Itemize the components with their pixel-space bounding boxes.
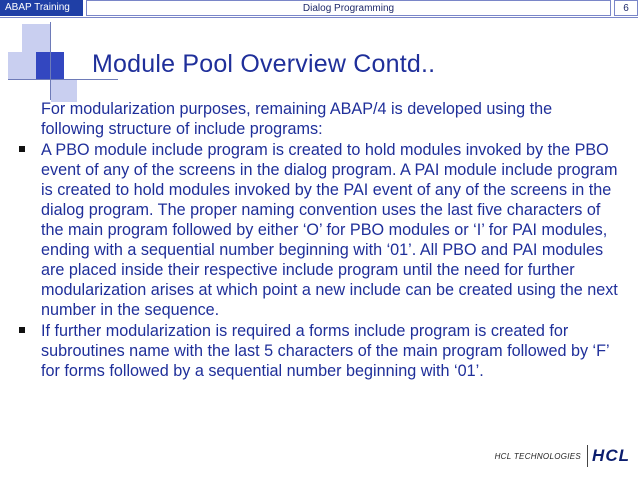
deco-square-light-left [8,52,36,80]
logo-separator [587,445,588,467]
deco-vertical-line [50,22,51,100]
footer-logo [495,446,630,466]
slide-title: Module Pool Overview Contd.. [92,50,436,78]
deco-horizontal-line [8,79,118,80]
course-label: ABAP Training [0,0,83,16]
bullet-square-icon [19,327,25,333]
list-item [19,321,619,381]
header-divider [0,17,638,18]
slide-body [19,99,619,381]
page-number: 6 [614,0,638,16]
company-text: HCL TECHNOLOGIES [494,451,582,461]
bullet-text: A PBO module include program is created to hold modules invoked by the PBO event of any of the screens in the dialog program. A PAI module include program is created to hold modules invoked by the PAI event of any of the screens in the dialog program. The proper naming convention uses the last five characters of the main program followed by either ‘O’ for PBO modules or ‘I’ for PAI modules, ending with a sequential number beginning with ‘01’. All PBO and PAI modules are placed inside their respective include program until the need for further modularization arises at which point a new include can be created using the next number in the sequence. [41,141,618,319]
hcl-logo: HCL [592,446,630,465]
bullet-text: If further modularization is required a forms include program is created for subroutines name with the last 5 characters of the main program followed by ‘F’ for forms followed by a sequential number beginning with ‘01’. [41,322,610,380]
list-item [19,140,619,320]
deco-square-light-top [22,24,50,52]
intro-paragraph: For modularization purposes, remaining ABAP/4 is developed using the following structure of include programs: [41,100,553,138]
topic-label: Dialog Programming [86,0,611,16]
header-bar [0,0,638,18]
bullet-square-icon [19,146,25,152]
